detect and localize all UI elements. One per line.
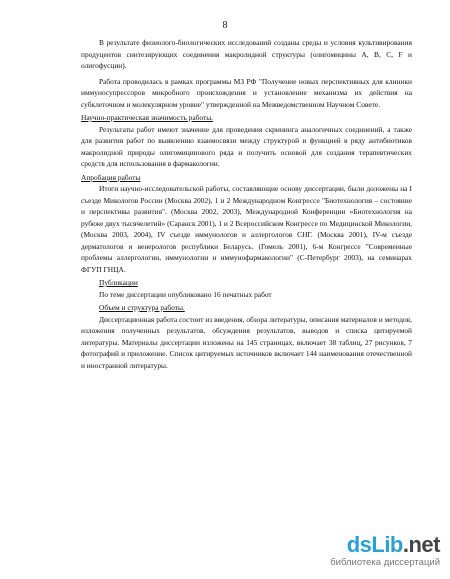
paragraph-program: Работа проводилась в рамках программы МЗ РФ "Получение новых перспективных для клиники иммуносупрессоров микробного происхождения и установление механизма их действия на субклеточном и молекулярном уровне" утвержденной на Межведомственном Научном Совете.	[81, 76, 412, 109]
paragraph-publications: По теме диссертации опубликовано 16 печатных работ	[99, 289, 272, 299]
section-heading-structure: Объем и структура работы.	[99, 303, 185, 312]
dslib-logo	[347, 533, 440, 557]
dslib-watermark	[286, 533, 440, 573]
watermark-subtitle: библиотека диссертаций	[330, 557, 440, 568]
page-number: 8	[222, 20, 228, 31]
section-heading-approbation: Апробация работы	[81, 172, 141, 182]
logo-part-net: .net	[402, 532, 440, 557]
logo-part-dslib: dsLib	[346, 532, 403, 557]
paragraph-structure: Диссертационная работа состоит из введения, обзора литературы, описания материалов и методов, изложения полученных результатов, обсуждения результатов, выводов и списка цитируемой литературы. Материалы диссертации изложены на 145 страницах, включает 38 таблиц, 27 рисунков, 7 фотографий и приложение. Список цитируемых источников включает 144 наименования отечественной и иностранной литературы.	[81, 314, 412, 370]
section-heading-significance: Научно-практическая значимость работы.	[81, 113, 214, 122]
section-heading-publications: Публикации	[99, 278, 138, 287]
paragraph-approbation: Итоги научно-исследовательской работы, составляющие основу диссертации, были доложены на I съезде Микологов России (Москва 2002), 1 и 2 Международном Конгрессе "Биотехнология – состояние и перспективы развития". (Москва 2002, 2003), Международной Конференции «Биотехнология на рубеже двух тысячелетий» (Саранск 2001), 1 и 2 Всероссийском Конгрессе по Медицинской Микологии, (Москва 2003, 2004), IV съезде иммунологов и аллергологов СНГ. (Москва 2001), IV-м съезде дерматологов и венерологов республики Беларусь. (Гомель 2001), 6-м Конгрессе "Современные проблемы аллергологии, иммунологии и иммунофармакологии" (С-Петербург 2003), на семинарах ФГУП ГНЦА.	[81, 184, 412, 274]
paragraph-significance: Результаты работ имеют значение для проведения скрининга аналогичных соединений, а также для развития работ по выявлению взаимосвязи между структурой и функцией в ряду антибиотиков макролидной природы олигомицинового ряда и получить основой для создания терапевтических средств для использования в фармакологии.	[81, 124, 412, 168]
document-body	[81, 37, 412, 371]
paragraph-results: В результате физиолого-биологических исследований созданы среды и условия культивирования продуцентов синтезирующих соединения макролидной структуры (олигомицины А, В, С, F и олигофусцин).	[81, 38, 412, 70]
